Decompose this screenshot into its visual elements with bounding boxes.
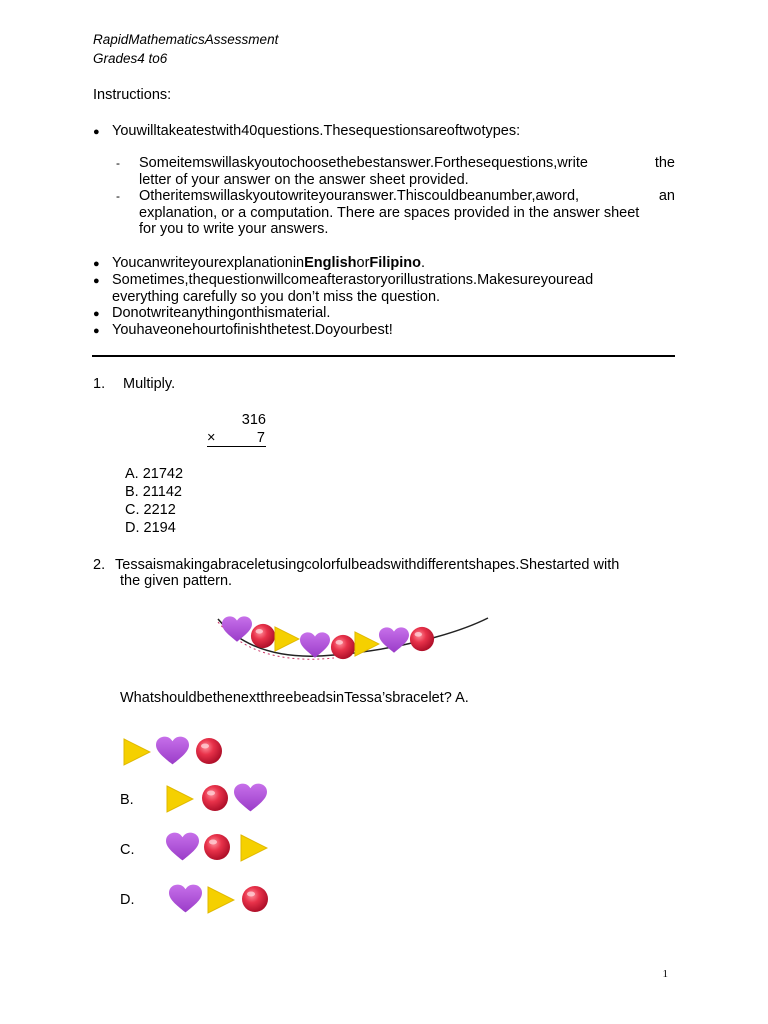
- instruction-item: Sometimes,thequestionwillcomeafterastoryorillustrations.Makesureyouread: [112, 272, 594, 288]
- question-text: WhatshouldbethenextthreebeadsinTessa’sbracelet? A.: [120, 690, 469, 706]
- multiplicand: 316: [241, 412, 266, 428]
- question-prompt-line: the given pattern.: [120, 573, 233, 589]
- ball-bead: [204, 834, 230, 860]
- ball-bead: [251, 624, 275, 648]
- document-title: RapidMathematicsAssessment: [93, 32, 279, 47]
- multiplication-line: [207, 430, 266, 447]
- heart-bead: [300, 632, 330, 657]
- instruction-subitem: Otheritemswillaskyoutowriteyouranswer.Thiscouldbeanumber,aword, an: [139, 188, 675, 204]
- option-b-label: B.: [120, 792, 134, 808]
- heart-bead: [166, 833, 199, 861]
- bracelet-pattern-image: [214, 610, 504, 670]
- page-number: 1: [662, 968, 668, 980]
- heart-bead: [156, 737, 189, 765]
- grade-level: Grades4 to6: [93, 51, 168, 66]
- instruction-subitem-line: letter of your answer on the answer sheet provided.: [139, 172, 469, 188]
- answer-option-b: B. 21142: [125, 484, 182, 500]
- question-number: 2.: [93, 557, 106, 573]
- ball-bead: [242, 886, 268, 912]
- option-c-beads: [166, 831, 276, 865]
- ball-bead: [202, 785, 228, 811]
- triangle-bead: [241, 835, 267, 861]
- instruction-item: YoucanwriteyourexplanationinEnglishorFilipino.: [112, 255, 425, 271]
- instruction-subitem: Someitemswillaskyoutochoosethebestanswer.Forthesequestions,write the: [139, 155, 675, 171]
- triangle-bead: [275, 627, 299, 651]
- multiplier: 7: [256, 430, 265, 446]
- question-prompt: Tessaismakingabraceletusingcolorfulbeadswithdifferentshapes.Shestarted with: [115, 557, 620, 573]
- triangle-bead: [124, 739, 150, 765]
- ball-bead: [196, 738, 222, 764]
- bullet-icon: ●: [93, 275, 100, 287]
- bullet-icon: ●: [93, 258, 100, 270]
- section-divider: [92, 355, 675, 357]
- option-d-beads: [169, 883, 279, 917]
- dash-icon: -: [116, 189, 120, 203]
- instruction-subitem-line: for you to write your answers.: [139, 221, 329, 237]
- answer-option-c: C. 2212: [125, 502, 176, 518]
- question-prompt: Multiply.: [123, 376, 176, 392]
- heart-bead: [234, 784, 267, 812]
- times-sign: ×: [207, 430, 216, 446]
- instruction-item: Youhaveonehourtofinishthetest.Doyourbest!: [112, 322, 393, 338]
- option-c-label: C.: [120, 842, 135, 858]
- question-number: 1.: [93, 376, 106, 392]
- bullet-icon: ●: [93, 325, 100, 337]
- language-filipino: Filipino: [369, 255, 421, 271]
- answer-option-d: D. 2194: [125, 520, 176, 536]
- instruction-item: Youwilltakeatestwith40questions.Thesequestionsareoftwotypes:: [112, 123, 521, 139]
- ball-bead: [331, 635, 355, 659]
- option-b-beads: [166, 782, 276, 816]
- language-english: English: [304, 255, 357, 271]
- triangle-bead: [355, 632, 379, 656]
- triangle-bead: [208, 887, 234, 913]
- ball-bead: [410, 627, 434, 651]
- instruction-subitem-line: explanation, or a computation. There are spaces provided in the answer sheet: [139, 205, 640, 221]
- heart-bead: [222, 616, 252, 641]
- triangle-bead: [167, 786, 193, 812]
- bullet-icon: ●: [93, 308, 100, 320]
- bullet-icon: ●: [93, 126, 100, 138]
- instruction-item: Donotwriteanythingonthismaterial.: [112, 305, 331, 321]
- instruction-item-line: everything carefully so you don’t miss the question.: [112, 289, 441, 305]
- heart-bead: [169, 885, 202, 913]
- dash-icon: -: [116, 156, 120, 170]
- answer-option-a: A. 21742: [125, 466, 184, 482]
- instructions-heading: Instructions:: [93, 87, 172, 103]
- option-d-label: D.: [120, 892, 135, 908]
- option-a-beads: [123, 735, 233, 769]
